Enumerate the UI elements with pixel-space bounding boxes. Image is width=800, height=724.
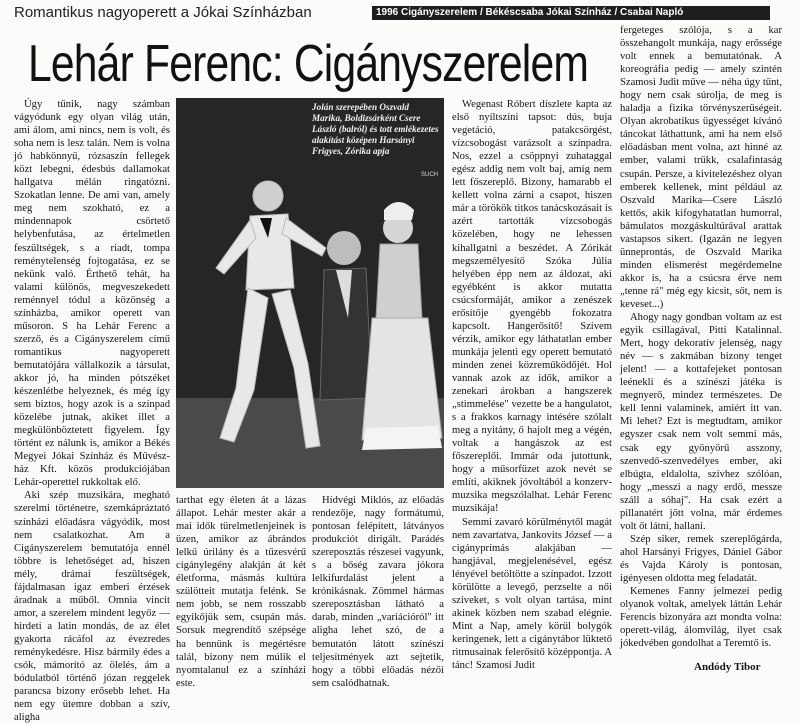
photo-caption: Jolán szerepében Oszvald Marika, Boldizsárként Csere László (balról) és tott emlékezetes alakítást középen Harsányi Frigyes, Zórika apja [312, 102, 439, 156]
column-1 [14, 98, 170, 724]
byline: Andódy Tibor [694, 661, 761, 673]
paragraph: Semmi zavaró körülménytől magát nem zavartatva, Jankovits József — a cigányprímás alakjában — hangjával, megjelenésével, egész lényével betöltötte a színpadot. Izzott körülötte a levegő, perzselte a női szíveket, s volt olyan tartása, mint akinek közben nem szabad elégnie. Mint a Nap, amely körül bolygók keringenek, lett a cigánytábor lüktető ritmusainak felerősítő középpontja. A tánc! Szamosi Judit [452, 516, 612, 672]
column-5 [620, 24, 782, 660]
article-photo [176, 98, 444, 488]
paragraph: Ahogy nagy gondban voltam az est egyik csillagával, Pitti Katalinnal. Mert, hogy dekoratív jelenség, nagy név — s zakmában bizony tenget jelent! — a kottafejeket pontosan leénekli és a színészi játéka is megnyerő, mindez természetes. De kell lenni valaminek, amiért itt van. Mi lehet? Ezt is megtudtam, amikor egyszer csak nem volt semmi más, csak egy gyönyörű asszony, szenvedő-szenvedélyes ember, aki elbúgta, eldalolta, szívhez szólóan, hogy „messzi a nagy erdő, messze száll a sóhaj". Ha csak ezért a pillanatért jött volna, már érdemes volt őt látni, hallani. [620, 312, 782, 532]
paragraph: Wegenast Róbert díszlete kapta az első nyíltszíni tapsot: dús, buja vegetáció, patakcsörgést, vízcsobogást varázsolt a színpadra. Nos, ezzel a csöppnyi zuhataggal egész addig nem volt baj, amíg nem lett főszereplő. Bizony, hamarabb el kellett volna zárni a csapot, hiszen már a törökök titkos tanácskozásait is azért tartották vízcsobogás közelében, hogy ne lehessen kihallgatni a beszédet. A Zórikát megszemélyesítő Szóka Júlia helyében épp nem az áldozat, aki egyébként is akkor mutatta csúcsformáját, amikor a zenészek erősítője gyengébb fokozatra kapcsolt. Hangerősítő! Szívem vérzik, amikor egy láthatatlan ember munkája jelenti egy operett bemutató minden zenei közreműködőjét. Hol vannak azok az idők, amikor a zenekari árokban a hangszerek „stimmelése" vezette be a hangulatot, s a frakkos karnagy intésére szólalt meg a nyitány, ő hajolt meg a végén, voltak a hangászok az est főszereplői. Immár oda jutottunk, hogy a műsorfüzet azok nevét se említi, akiknek jóvoltából a konzerv-muzsika megszólalhat. Lehár Ferenc muzsikája! [452, 99, 612, 515]
headline: Lehár Ferenc: Cigányszerelem [28, 35, 589, 93]
source-badge: 1996 Cigányszerelem / Békéscsaba Jókai Színház / Csabai Napló [372, 6, 770, 20]
kicker: Romantikus nagyoperett a Jókai Színházban [14, 4, 312, 21]
column-2 [176, 494, 306, 689]
paragraph: tarthat egy életen át a lázas állapot. Lehár mester akár a mai idők türelmetlenjeinek is üzen, amikor az ábrándos lelkű úrilány és a tűzesvérű cigánylegény alakján át két életforma, másmás kultúra szülötteit mutatja felénk. Se nem jobb, se nem rosszabb egyikőjük sem, csupán más. Sorsuk megrendítő szépsége ha bennünk is megértésre talál, bizony nem múlik el nyomtalanul ez a színházi este. [176, 495, 306, 689]
column-4 [452, 98, 612, 674]
paragraph: Hídvégi Miklós, az előadás rendezője, nagy formátumú, pontosan felépített, látványos produkciót dirigált. Parádés szereposztás részesei vagyunk, s a bőség zavara jókora lelkifurdalást jelent a krónikásnak. Zömmel hármas szereposztásban látható a darab, minden „variációról" itt aligha lehet szó, de a bemutatón látott színészi teljesítmények azt sejtetik, hogy a többi előadás nézői sem csalódhatnak. [312, 495, 444, 689]
paragraph: Kemenes Fanny jelmezei pedig olyanok voltak, amelyek láttán Lehár Ferencis bizonyára azt mondta volna: operett-világ, álomvilág, ilyet csak jókedvében gondolhat a Teremtő is. [620, 586, 782, 650]
paragraph: fergeteges szólója, s a kar összehangolt munkája, nagy erőssége volt ennek a bemutatónak. A koreográfia pedig — amely szintén Szamosi Judit műve — néha úgy tűnt, hogy nem csak súrolja, de meg is haladja a fizika törvényszerűségeit. Olyan akrobatikus ügyességet kívánó táncokat láthattunk, ami ha nem első előadásban ment volna, azt hinné az ember, valami trükk, csalafintaság csupán. Persze, a kivitelezéshez olyan emberek kellenek, mint például az Oszvald Marika—Csere László kettős, akik kifogyhatatlan humorral, bámulatos mozgáskultúrával arattak vastapsos sikert. (Igazán ne legyen ünneprontás, de Oszvald Marika minden elismerést megérdemelne akkor is, ha a csúcsra érve nem „tenne rá" még egy kicsit, sőt, nem is keveset...) [620, 25, 782, 310]
column-3 [312, 494, 444, 689]
paragraph: Úgy tűnik, nagy számban vágyódunk egy olyan világ után, ami álom, ami nincs, nem is volt, és soha nem is lesz talán. Nem is volna jó habkönnyű, rózsaszín fellegek közt lebegni, édesbús dallamokat hallgatva mélán ringatózni. Szokatlan lenne. De ami van, amely meg nem szokható, ez a mindennapok csörtető helybenfutása, az értelmetlen feszültségek, s a riadt, tompa reménytelenség fojtogatása, ez se nekünk való. Érthető tehát, ha valami különös, megveszekedett reménnyel tódul a közönség a színházba, amikor operett van műsoron. S ha Lehár Ferenc a szerző, és a Cigányszerelem című romantikus nagyoperett bemutatójára vállalkozik a társulat, akkor jó, ha minden pótszéket készenlétbe helyeznek, és még így sem biztos, hogy azok is a színpad közelébe jutnak, akiket illet a megkülönböztetett figyelem. Így történt ez nálunk is, amikor a Békés Megyei Jókai Színház és Művész-ház Kft. közös produkciójában Lehár-operettel rukkoltak elő. [14, 99, 170, 489]
paragraph: Aki szép muzsikára, megható szerelmi történetre, szemkápráztató színházi előadásra vágyódik, most nem csalatkozhat. Am a Cigányszerelem bemutatója ennél többre is lehetőséget ad, hiszen mély, drámai feszültségek, fájdalmasan igaz emberi érzések áradnak a műből. Omnia vincit amor, a szerelem mindent legyőz — hirdeti a latin mondás, de az élet gyakorta rácáfol az évezredes reménykedésre. Hisz bármily édes a csók, mámorító az ölelés, ám a bódulatból történő józan reggelek parancsa bizony erősebb lehet. Ha nem egy ütemre dobban a szív, aligha [14, 490, 170, 724]
paragraph: Szép siker, remek szereplőgárda, ahol Harsányi Frigyes, Dániel Gábor és Vajda Károly is pontosan, igényesen oldotta meg feladatát. [620, 533, 782, 584]
photo-credit: SUCH [420, 172, 438, 178]
